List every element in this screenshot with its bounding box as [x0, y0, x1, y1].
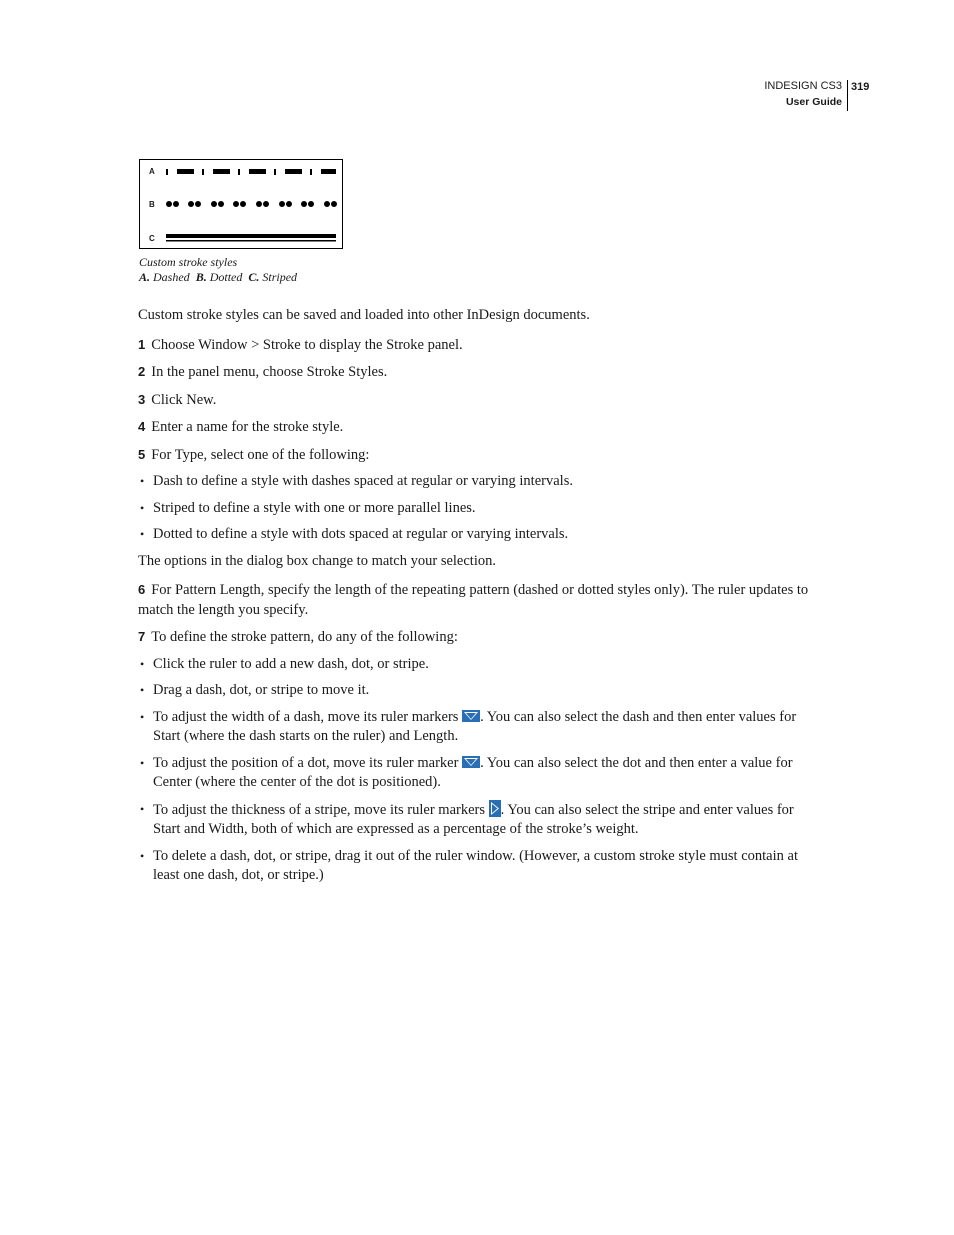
options-note: The options in the dialog box change to match your selection.: [138, 552, 496, 569]
type-option-striped: • Striped to define a style with one or more parallel lines.: [138, 499, 814, 519]
bullet-text-post: . You can also select the dot and then enter a value for Center (where the center of the dot is positioned).: [153, 754, 793, 790]
pattern-bullet-delete: • To delete a dash, dot, or stripe, drag it out of the ruler window. (However, a custom stroke style must contain at least one dash, dot, or stripe.): [138, 847, 814, 886]
figure-label-c: C: [149, 234, 155, 243]
caption-legend: [139, 270, 297, 285]
step-text: To define the stroke pattern, do any of the following:: [151, 629, 458, 645]
bullet-text-pre: To adjust the width of a dash, move its ruler markers: [153, 708, 459, 725]
step-number: 3: [138, 391, 146, 407]
bullet-text-post: . You can also select the stripe and enter values for Start and Width, both of which are expressed as a percentage of the stroke’s weight.: [153, 801, 794, 837]
step-text: Enter a name for the stroke style.: [151, 419, 344, 435]
dotted-stroke-sample: [166, 201, 337, 207]
caption-text-a: Dashed: [153, 270, 190, 284]
step-4: [138, 417, 814, 438]
step-1: [138, 335, 814, 356]
guide-name: User Guide: [785, 96, 842, 108]
step-number: 2: [138, 364, 146, 379]
pattern-bullet-dot-position: [138, 754, 814, 793]
pattern-bullet-stripe-thickness: [138, 800, 814, 840]
pattern-bullet-move: • Drag a dash, dot, or stripe to move it.: [138, 681, 814, 701]
caption-key-b: B.: [195, 270, 207, 284]
caption-text-c: Striped: [262, 270, 298, 284]
stroke-samples-graphic: [140, 160, 344, 250]
page-body: [138, 306, 814, 893]
step-5: [138, 445, 814, 466]
step-3: [138, 390, 814, 411]
step-2: [138, 362, 814, 383]
pattern-bullet-dash-width: [138, 708, 814, 747]
ruler-marker-down-icon: [462, 756, 480, 768]
caption-text-b: Dotted: [209, 270, 243, 284]
type-option-dotted: • Dotted to define a style with dots spaced at regular or varying intervals.: [138, 525, 814, 545]
figure-label-b: B: [149, 200, 155, 209]
caption-title: Custom stroke styles: [139, 255, 238, 269]
step-text: Choose Window > Stroke to display the Stroke panel.: [151, 336, 463, 353]
step-number: 5: [138, 446, 146, 462]
ruler-marker-down-icon: [462, 710, 480, 722]
step-text: For Type, select one of the following:: [151, 446, 370, 463]
bullet-text-pre: To adjust the thickness of a stripe, move its ruler markers: [153, 801, 485, 818]
pattern-bullet-add: • Click the ruler to add a new dash, dot, or stripe.: [138, 655, 814, 675]
step-number: 4: [138, 419, 146, 434]
header-divider: [847, 80, 848, 111]
step-text: For Pattern Length, specify the length of the repeating pattern (dashed or dotted styles only). The ruler updates to match the length you specify.: [138, 582, 809, 618]
bullet-text-post: . You can also select the dash and then enter values for Start (where the dash starts on the ruler) and Length.: [153, 708, 797, 744]
step-7: [138, 627, 814, 648]
caption-key-a: A.: [139, 270, 151, 284]
bullet-text-pre: To adjust the position of a dot, move its ruler marker: [153, 754, 459, 771]
step-number: 7: [138, 629, 146, 644]
running-header: [760, 80, 900, 114]
step-text: Click New.: [151, 391, 217, 408]
page-number: 319: [851, 81, 870, 93]
step-number: 1: [138, 336, 146, 352]
type-option-dash: • Dash to define a style with dashes spaced at regular or varying intervals.: [138, 472, 814, 492]
product-name: INDESIGN CS3: [764, 80, 842, 92]
figure-label-a: A: [149, 167, 155, 176]
intro-paragraph: Custom stroke styles can be saved and loaded into other InDesign documents.: [138, 307, 590, 323]
caption-key-c: C.: [248, 270, 260, 284]
ruler-marker-right-icon: [489, 800, 501, 817]
step-number: 6: [138, 582, 146, 597]
striped-stroke-sample: [166, 234, 336, 242]
figure-caption: [139, 255, 297, 285]
stroke-styles-figure: [139, 159, 343, 249]
step-6: [138, 580, 814, 620]
step-text: In the panel menu, choose Stroke Styles.: [151, 364, 388, 380]
dashed-stroke-sample: [166, 169, 336, 175]
